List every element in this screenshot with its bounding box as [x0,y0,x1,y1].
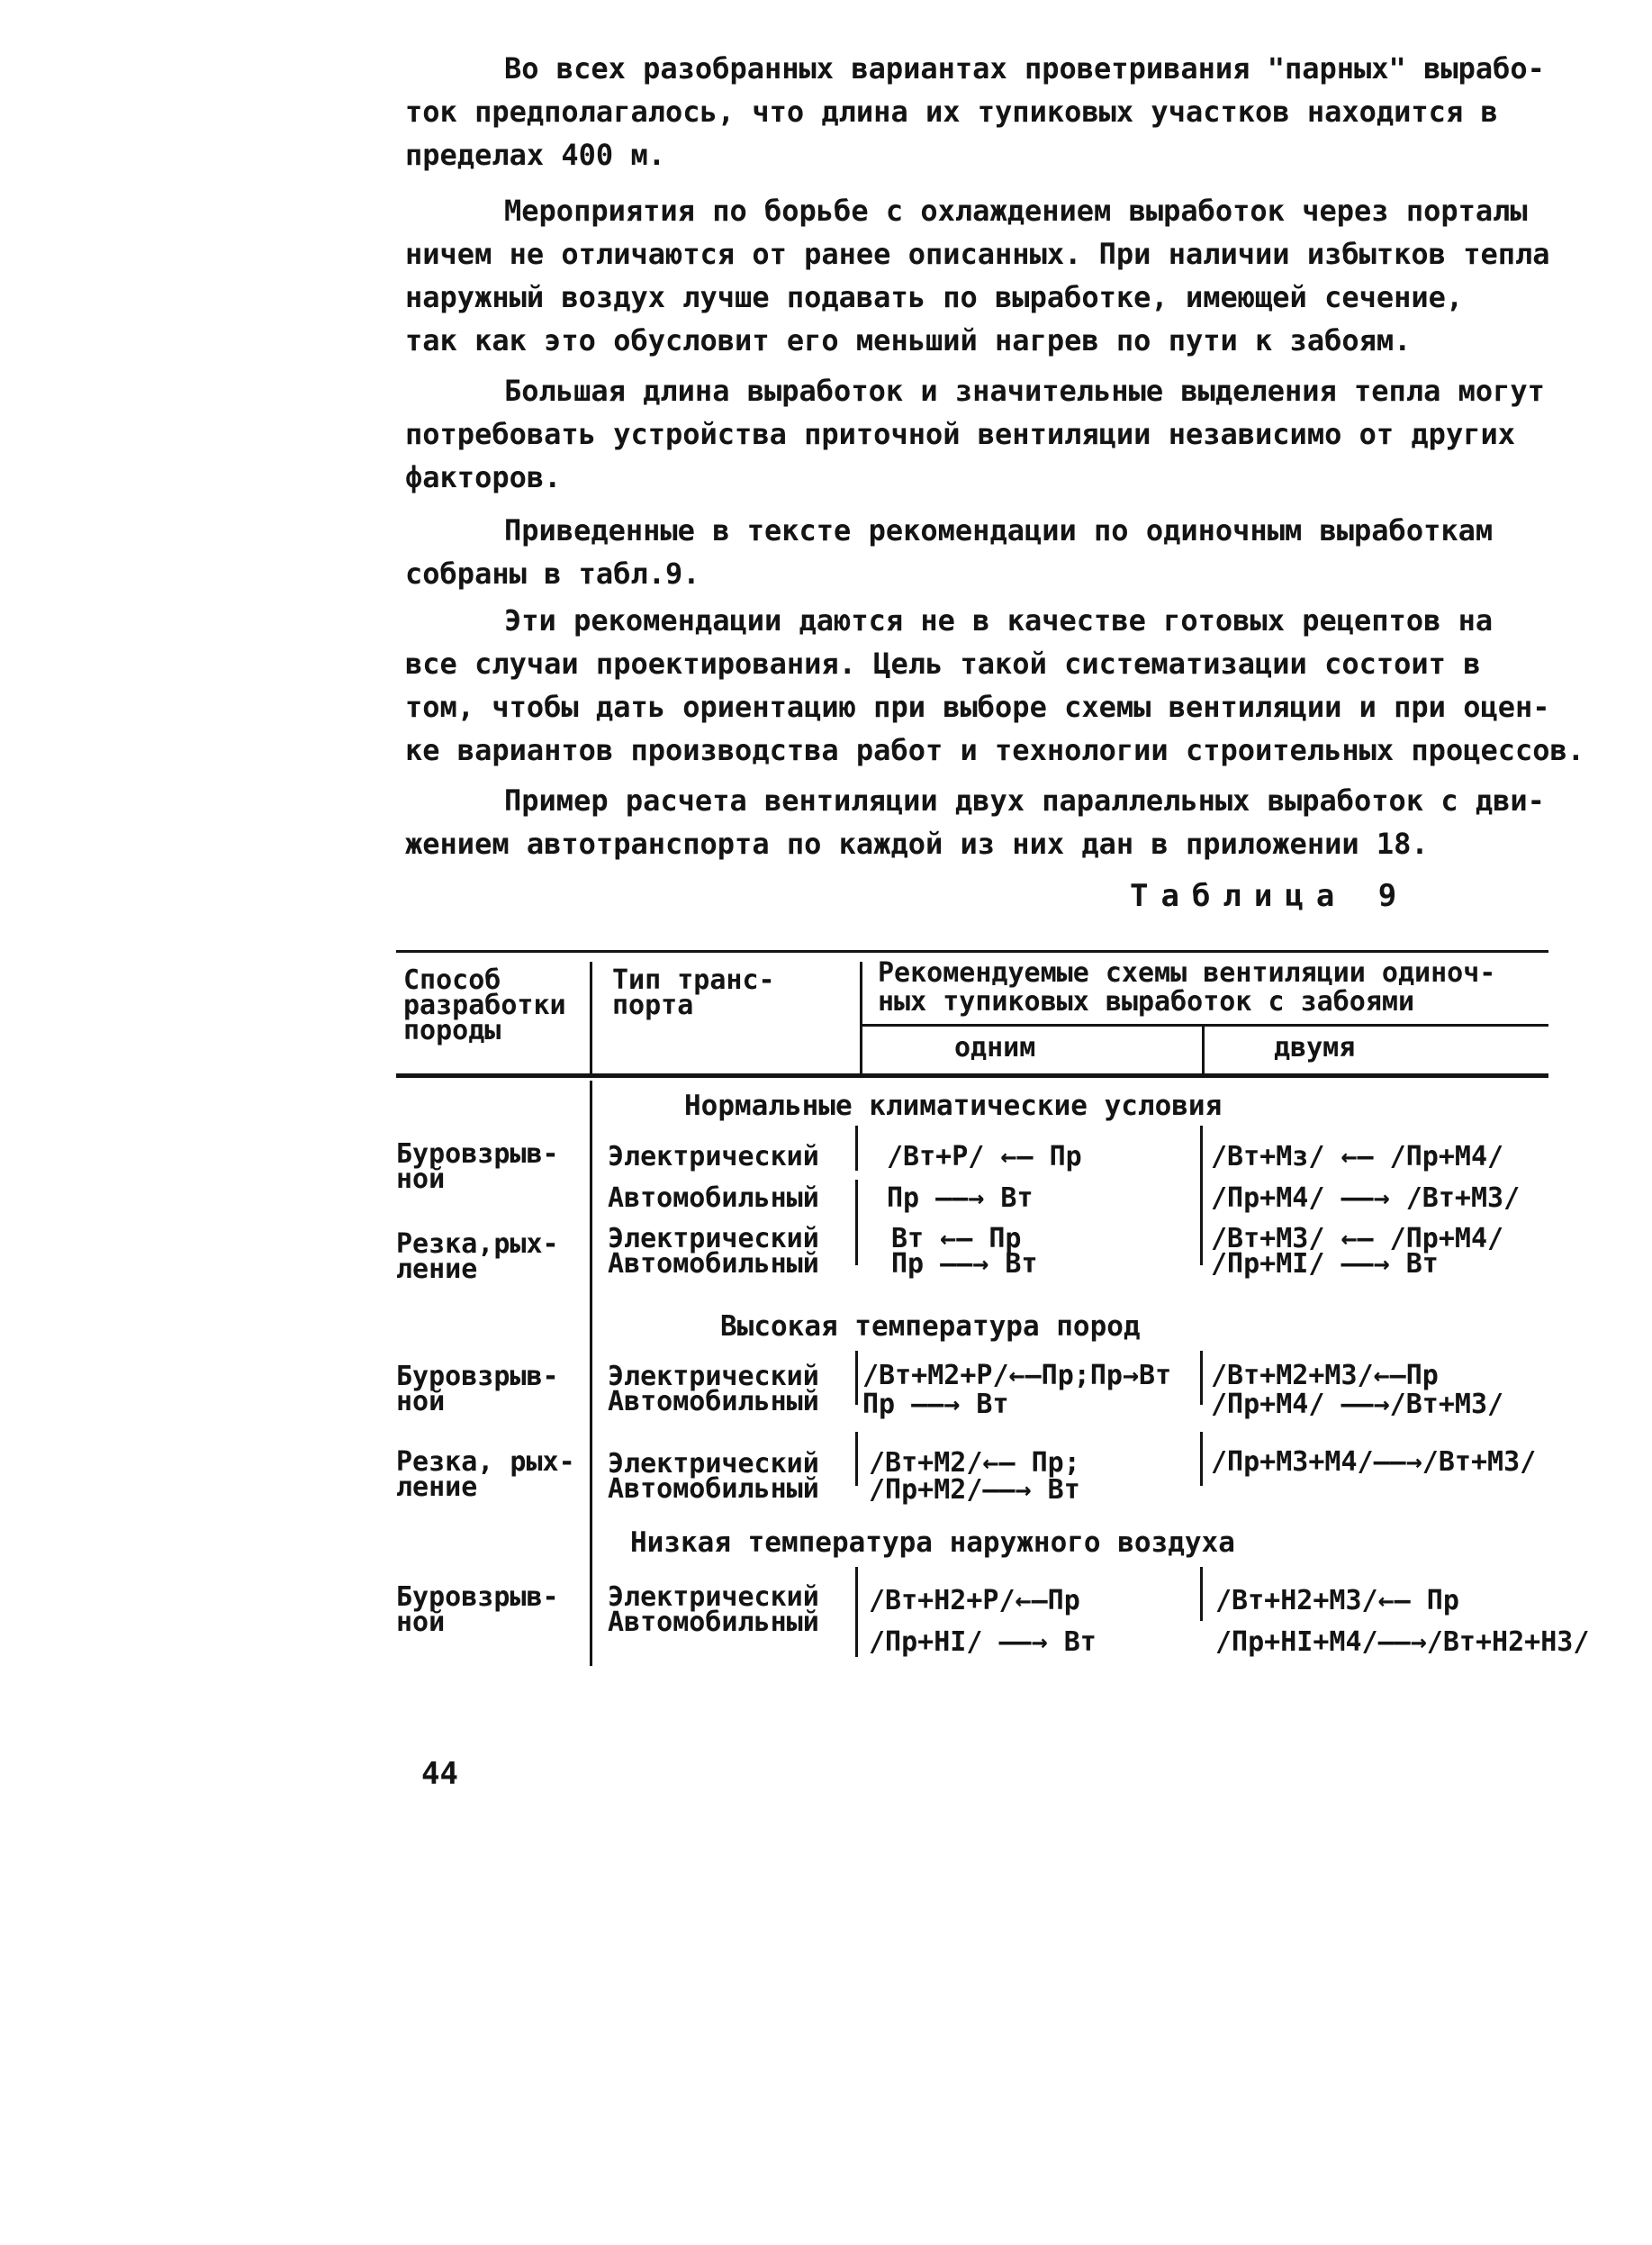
row-method: Резка, рых- ление [396,1446,575,1503]
row-scheme-one: Вт ←— Пр Пр ——→ Вт [891,1223,1038,1280]
row-scheme-two: /Вт+Мз/ ←— /Пр+М4/ /Пр+М4/ ——→ /Вт+М3/ [1211,1141,1521,1214]
text-line: наружный воздух лучше подавать по выработке, имеющей сечение, [405,280,1464,314]
paragraph-5 [405,599,1602,772]
table-header-rule [396,1073,1548,1078]
text-line: так как это обусловит его меньший нагрев по пути к забоям. [405,323,1412,358]
paragraph-2 [405,189,1602,362]
text-line: факторов. [405,460,562,494]
row-method: Резка,рых- ление [396,1228,559,1285]
row-transport: Электрический Автомобильный [608,1581,819,1638]
row-scheme-two: /Вт+М3/ ←— /Пр+М4/ /Пр+МI/ ——→ Вт [1211,1223,1504,1280]
table-caption: Таблица 9 [1130,878,1410,914]
text-line: Пример расчета вентиляции двух параллельных выработок с дви- [504,783,1545,818]
section-title: Высокая температура пород [720,1310,1141,1343]
paragraph-3 [405,369,1602,499]
row-transport: Электрический Автомобильный [608,1448,819,1505]
table-col-divider [855,1126,858,1171]
text-line: ток предполагалось, что длина их тупиковых участков находится в [405,95,1498,129]
table-subheader-rule [862,1024,1548,1027]
table-col-divider [1200,1432,1203,1486]
text-line: ке вариантов производства работ и технологии строительных процессов. [405,733,1585,767]
table-col-divider [855,1432,858,1486]
table-col-divider [855,1567,858,1657]
row-transport: Электрический Автомобильный [608,1361,819,1417]
paragraph-1 [405,47,1602,177]
table-col-divider [1200,1126,1203,1265]
section-title: Нормальные климатические условия [684,1090,1223,1122]
row-method: Буровзрыв- ной [396,1138,559,1195]
text-line: Во всех разобранных вариантах проветривания "парных" вырабо- [504,51,1545,86]
header-transport: Тип транс- порта [612,964,775,1021]
text-line: все случаи проектирования. Цель такой систематизации состоит в [405,647,1481,681]
row-method: Буровзрыв- ной [396,1361,559,1417]
row-transport: Электрический Автомобильный [608,1223,819,1280]
header-two-faces: двумя [1274,1032,1356,1064]
table-col-divider [590,1081,592,1666]
row-scheme-one: /Вт+М2+Р/←—Пр;Пр→Вт Пр ——→ Вт [862,1360,1172,1420]
table-col-divider [590,962,592,1074]
table-col-divider [855,1220,858,1265]
table-col-divider [855,1180,858,1220]
text-line: собраны в табл.9. [405,557,700,591]
table-col-divider [860,962,862,1074]
text-line: Эти рекомендации даются не в качестве готовых рецептов на [504,603,1494,638]
paragraph-6 [405,779,1602,865]
row-transport: Электрический Автомобильный [608,1141,819,1214]
table-col-divider [1200,1567,1203,1621]
text-line: Приведенные в тексте рекомендации по одиночным выработкам [504,513,1494,548]
text-line: жением автотранспорта по каждой из них дан в приложении 18. [405,827,1429,861]
text-line: Большая длина выработок и значительные выделения тепла могут [504,374,1545,408]
row-scheme-two: /Вт+Н2+М3/←— Пр /Пр+НI+М4/——→/Вт+Н2+Н3/ [1215,1585,1590,1658]
row-scheme-one: /Вт+Р/ ←— Пр Пр ——→ Вт [887,1141,1082,1214]
paragraph-4 [405,509,1602,595]
row-scheme-one: /Вт+Н2+Р/←—Пр /Пр+НI/ ——→ Вт [869,1585,1097,1658]
text-line: потребовать устройства приточной вентиляции независимо от других [405,417,1515,451]
text-line: ничем не отличаются от ранее описанных. При наличии избытков тепла [405,237,1550,271]
text-line: том, чтобы дать ориентацию при выборе схемы вентиляции и при оцен- [405,690,1550,724]
header-one-face: одним [954,1032,1036,1064]
row-method: Буровзрыв- ной [396,1581,559,1638]
text-line: пределах 400 м. [405,138,665,172]
table-top-rule [396,950,1548,953]
section-title: Низкая температура наружного воздуха [630,1526,1235,1559]
text-line: Мероприятия по борьбе с охлаждением выработок через порталы [504,194,1528,228]
header-method: Способ разработки породы [403,964,566,1046]
page-number: 44 [421,1756,458,1792]
row-scheme-one: /Вт+М2/←— Пр; /Пр+М2/——→ Вт [869,1447,1080,1506]
table-col-divider [855,1351,858,1405]
table-col-divider [1202,1027,1205,1073]
table-col-divider [1200,1351,1203,1405]
header-schemes: Рекомендуемые схемы вентиляции одиноч- ных тупиковых выработок с забоями [878,957,1496,1018]
row-scheme-two: /Пр+М3+М4/——→/Вт+М3/ [1211,1446,1537,1478]
row-scheme-two: /Вт+М2+М3/←—Пр /Пр+М4/ ——→/Вт+М3/ [1211,1360,1504,1420]
